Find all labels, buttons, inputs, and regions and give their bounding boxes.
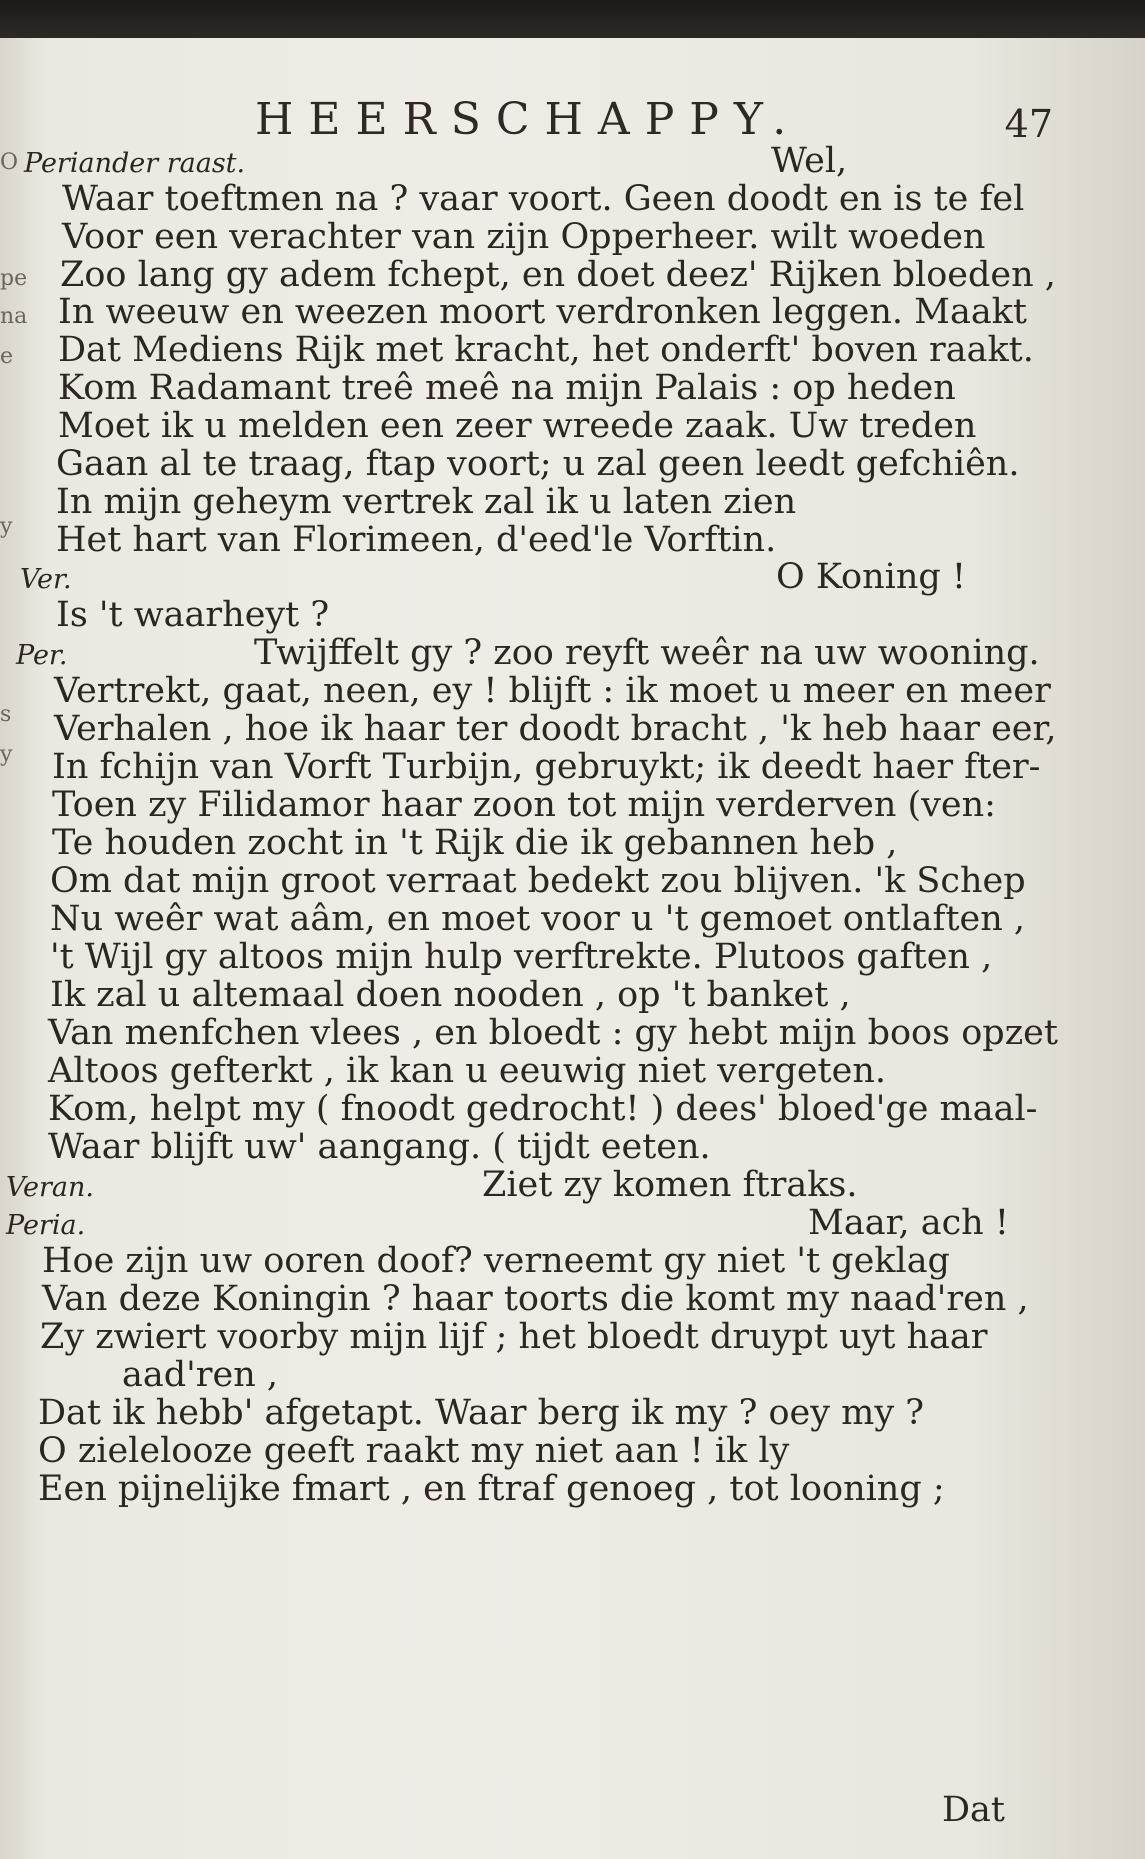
- verse-line: O zielelooze geeft raakt my niet aan ! ik ly: [38, 1431, 790, 1471]
- verse-line: Een pijnelijke fmart , en ftraf genoeg , tot looning ;: [38, 1469, 945, 1509]
- verse-line: Het hart van Florimeen, d'eed'le Vorftin.: [56, 520, 777, 560]
- verse-line: In weeuw en weezen moort verdronken leggen. Maakt: [58, 292, 1027, 332]
- verse-line: Zy zwiert voorby mijn lijf ; het bloedt druypt uyt haar: [40, 1317, 988, 1357]
- verse-line: Gaan al te traag, ftap voort; u zal geen leedt gefchiên.: [56, 444, 1020, 484]
- verse-line: O Koning !: [776, 557, 966, 597]
- speaker-label: Peria.: [6, 1210, 86, 1241]
- book-page: [0, 38, 1145, 1859]
- margin-fragment: na: [0, 304, 28, 329]
- verse-line: Voor een verachter van zijn Opperheer. wilt woeden: [62, 217, 986, 257]
- verse-line: In mijn geheym vertrek zal ik u laten zien: [56, 482, 797, 522]
- margin-fragment: s: [0, 702, 12, 727]
- verse-line: Waar toeftmen na ? vaar voort. Geen doodt en is te fel: [62, 179, 1025, 219]
- verse-line: Waar blijft uw' aangang. ( tijdt eeten.: [48, 1127, 711, 1167]
- speaker-label: Per.: [16, 640, 68, 671]
- verse-line: aad'ren ,: [122, 1355, 278, 1395]
- margin-fragment: pe: [0, 266, 28, 291]
- verse-line: Ziet zy komen ftraks.: [482, 1165, 858, 1205]
- verse-line: Om dat mijn groot verraat bedekt zou blijven. 'k Schep: [50, 861, 1026, 901]
- verse-line: Zoo lang gy adem fchept, en doet deez' Rijken bloeden ,: [60, 255, 1056, 295]
- verse-line: Wel,: [771, 141, 848, 181]
- verse-line: Nu weêr wat aâm, en moet voor u 't gemoet ontlaften ,: [50, 899, 1026, 939]
- margin-fragment: y: [0, 514, 13, 539]
- verse-line: Kom, helpt my ( fnoodt gedrocht! ) dees' bloed'ge maal-: [48, 1089, 1038, 1129]
- margin-fragment: e: [0, 344, 14, 369]
- verse-line: 't Wijl gy altoos mijn hulp verftrekte. Plutoos gaften ,: [50, 937, 993, 977]
- verse-line: Verhalen , hoe ik haar ter doodt bracht , 'k heb haar eer,: [54, 709, 1057, 749]
- verse-line: Toen zy Filidamor haar zoon tot mijn verderven (ven:: [52, 785, 996, 825]
- verse-line: Altoos gefterkt , ik kan u eeuwig niet vergeten.: [48, 1051, 887, 1091]
- verse-line: Twijffelt gy ? zoo reyft weêr na uw wooning.: [254, 633, 1040, 673]
- verse-line: Te houden zocht in 't Rijk die ik gebannen heb ,: [52, 823, 898, 863]
- speaker-label: Veran.: [6, 1172, 94, 1203]
- verse-line: Is 't waarheyt ?: [56, 595, 330, 635]
- verse-line: Vertrekt, gaat, neen, ey ! blijft : ik moet u meer en meer: [54, 671, 1051, 711]
- verse-line: In fchijn van Vorft Turbijn, gebruykt; ik deedt haer fter-: [52, 747, 1041, 787]
- page-number: 47: [1004, 102, 1053, 146]
- verse-line: Van deze Koningin ? haar toorts die komt my naad'ren ,: [42, 1279, 1029, 1319]
- verse-line: Moet ik u melden een zeer wreede zaak. Uw treden: [58, 406, 977, 446]
- verse-line: Dat Mediens Rijk met kracht, het onderft' boven raakt.: [58, 330, 1034, 370]
- verse-line: Dat ik hebb' afgetapt. Waar berg ik my ? oey my ?: [38, 1393, 924, 1433]
- margin-fragment: y: [0, 742, 13, 767]
- catchword: Dat: [942, 1790, 1005, 1830]
- verse-line: Kom Radamant treê meê na mijn Palais : op heden: [58, 368, 956, 408]
- speaker-label: Ver.: [20, 564, 72, 595]
- verse-line: Hoe zijn uw ooren doof? verneemt gy niet 't geklag: [42, 1241, 950, 1281]
- verse-line: Van menfchen vlees , en bloedt : gy hebt mijn boos opzet: [48, 1013, 1058, 1053]
- verse-line: Ik zal u altemaal doen nooden , op 't banket ,: [50, 975, 851, 1015]
- speaker-label: Periander raast.: [24, 148, 246, 179]
- verse-line: Maar, ach !: [808, 1203, 1009, 1243]
- text-block: [0, 38, 1145, 1859]
- margin-fragment: O: [0, 150, 19, 175]
- running-title: HEERSCHAPPY.: [255, 94, 802, 145]
